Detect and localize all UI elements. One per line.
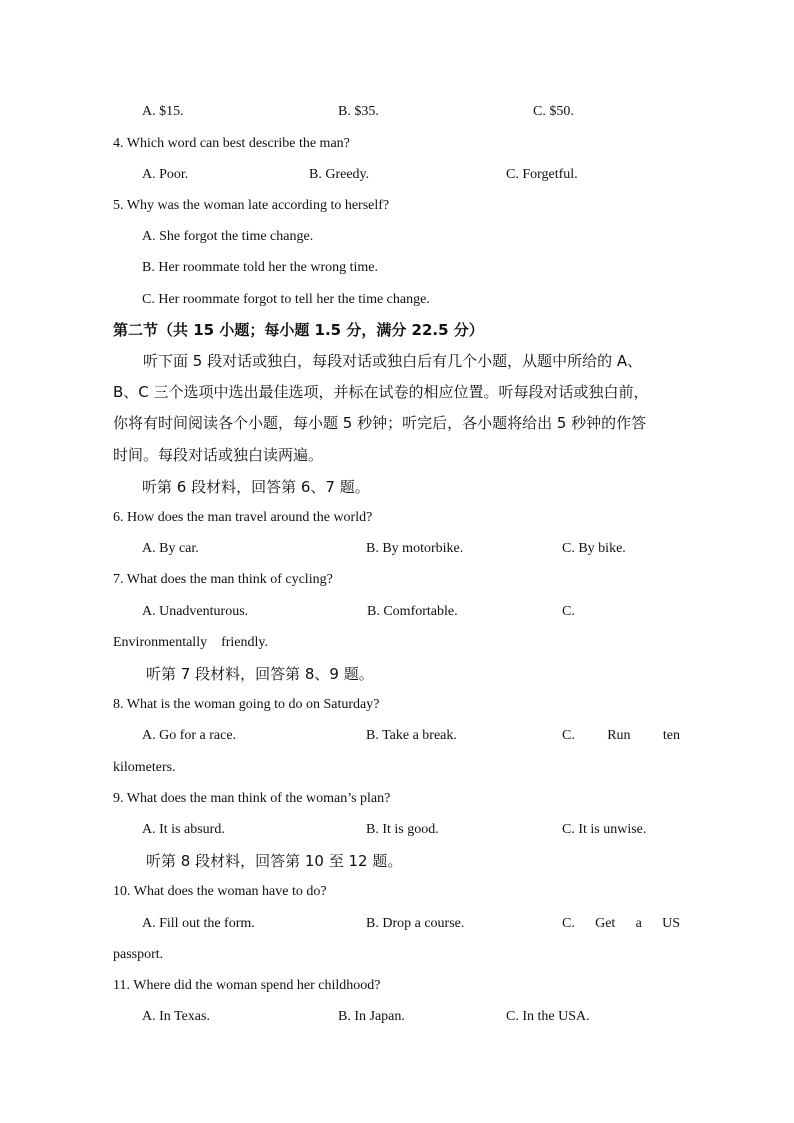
material-8-heading: 听第 8 段材料，回答第 10 至 12 题。	[146, 852, 403, 870]
instruction-line-3: 你将有时间阅读各个小题，每小题 5 秒钟；听完后，各小题将给出 5 秒钟的作答	[113, 414, 647, 432]
q4-option-a: A. Poor.	[142, 167, 189, 182]
q9-option-a: A. It is absurd.	[142, 822, 225, 837]
q9-stem: 9. What does the man think of the woman’s plan?	[113, 791, 391, 806]
q3-option-a: A. $15.	[142, 104, 184, 119]
q8-option-b: B. Take a break.	[366, 728, 457, 743]
material-7-heading: 听第 7 段材料，回答第 8、9 题。	[146, 665, 374, 683]
instruction-line-1: 听下面 5 段对话或独白，每段对话或独白后有几个小题，从题中所给的 A、	[143, 352, 643, 370]
q8-stem: 8. What is the woman going to do on Saturday?	[113, 697, 380, 712]
q6-stem: 6. How does the man travel around the world?	[113, 510, 373, 525]
q10-stem: 10. What does the woman have to do?	[113, 884, 327, 899]
q10-option-a: A. Fill out the form.	[142, 916, 255, 931]
q9-option-b: B. It is good.	[366, 822, 439, 837]
q6-option-a: A. By car.	[142, 541, 199, 556]
q8-option-c-word-2: ten	[662, 728, 680, 743]
q3-option-b: B. $35.	[338, 104, 379, 119]
q9-option-c: C. It is unwise.	[562, 822, 647, 837]
q4-option-b: B. Greedy.	[309, 167, 370, 182]
q5-option-c: C. Her roommate forgot to tell her the time change.	[142, 292, 430, 307]
q10-option-c-continued: passport.	[113, 947, 164, 962]
q5-stem: 5. Why was the woman late according to herself?	[113, 198, 390, 213]
q8-option-c-word-1: Run	[607, 728, 631, 743]
q6-option-b: B. By motorbike.	[366, 541, 464, 556]
q8-option-c	[562, 726, 680, 746]
q10-option-c-word-2: a	[635, 916, 642, 931]
instruction-line-4: 时间。每段对话或独白读两遍。	[113, 446, 324, 464]
q11-option-a: A. In Texas.	[142, 1009, 210, 1024]
section-heading: 第二节（共 15 小题；每小题 1.5 分，满分 22.5 分）	[113, 321, 484, 339]
q10-option-c-word-1: Get	[595, 916, 616, 931]
q11-option-c: C. In the USA.	[506, 1009, 590, 1024]
q6-option-c: C. By bike.	[562, 541, 626, 556]
q8-option-c-continued: kilometers.	[113, 760, 176, 775]
q7-option-b: B. Comfortable.	[367, 604, 458, 619]
q4-option-c: C. Forgetful.	[506, 167, 578, 182]
q7-stem: 7. What does the man think of cycling?	[113, 572, 333, 587]
q8-option-c-label: C.	[562, 728, 575, 743]
instruction-line-2: B、C 三个选项中选出最佳选项，并标在试卷的相应位置。听每段对话或独白前，	[113, 383, 649, 401]
q7-option-c-continued: Environmentally friendly.	[113, 635, 268, 650]
q10-option-c	[562, 914, 680, 934]
q10-option-c-word-3: US	[662, 916, 680, 931]
q10-option-c-label: C.	[562, 916, 575, 931]
q11-stem: 11. Where did the woman spend her childhood?	[113, 978, 381, 993]
q4-stem: 4. Which word can best describe the man?	[113, 136, 350, 151]
q5-option-b: B. Her roommate told her the wrong time.	[142, 260, 378, 275]
material-6-heading: 听第 6 段材料，回答第 6、7 题。	[142, 478, 370, 496]
q7-option-a: A. Unadventurous.	[142, 604, 249, 619]
q10-option-b: B. Drop a course.	[366, 916, 465, 931]
q3-option-c: C. $50.	[533, 104, 574, 119]
q7-option-c: C.	[562, 604, 575, 619]
q11-option-b: B. In Japan.	[338, 1009, 405, 1024]
q8-option-a: A. Go for a race.	[142, 728, 237, 743]
q5-option-a: A. She forgot the time change.	[142, 229, 314, 244]
